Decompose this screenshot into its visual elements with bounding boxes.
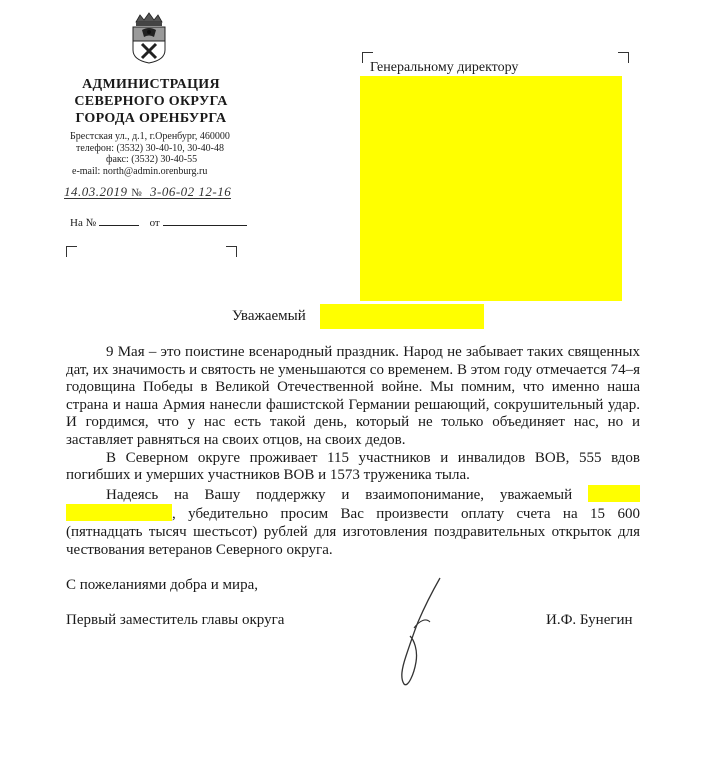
handwritten-number: 3-06-02 12-16 — [150, 184, 232, 199]
contact-block — [70, 131, 230, 177]
postal-address: Брестская ул., д.1, г.Оренбург, 460000 — [70, 131, 230, 142]
ref-from: от — [149, 217, 160, 229]
number-label: № — [131, 187, 143, 199]
recipient-name-redaction-1 — [588, 485, 640, 502]
addressee-redaction — [360, 76, 622, 301]
paragraph-1: 9 Мая – это поистине всенародный праздник. Народ не забывает таких священных дат, их значимость и святость не уменьшаются со временем. В этом году отмечается 74–я годовщина Победы в Великой Отечественной войне. Мы помним, что именно наша страна и наша Армия нанесли фашистской Германии решающий, сокрушительный удар. И гордимся, что у нас есть такой день, который не только объединяет нас, но и заставляет равняться на своих отцов, на своих дедов. — [66, 344, 640, 448]
salutation-text: Уважаемый — [232, 308, 306, 324]
org-line-2: СЕВЕРНОГО ОКРУГА — [74, 94, 228, 109]
recipient-name-redaction-2 — [66, 504, 172, 521]
addressee-title: Генеральному директору — [370, 60, 519, 75]
bracket-addressee-right — [618, 52, 629, 63]
fax-number: факс: (3532) 30-40-55 — [106, 154, 198, 165]
organization-name — [60, 76, 242, 127]
handwritten-date: 14.03.2019 — [64, 184, 128, 199]
coat-of-arms-icon — [128, 12, 170, 64]
paragraph-3 — [66, 485, 640, 559]
bracket-left-top — [66, 246, 77, 257]
signer-position: Первый заместитель главы округа — [66, 612, 285, 628]
paragraph-3-start: Надеясь на Вашу поддержку и взаимопонимание, уважаемый — [106, 486, 573, 503]
paragraph-3-end: , убедительно просим Вас произвести оплату счета на 15 600 (пятнадцать тысяч шестьсот) рублей для изготовления поздравительных открыток для чествования ветеранов Северного округа. — [66, 506, 640, 558]
signer-name: И.Ф. Бунегин — [546, 612, 633, 628]
closing-line: С пожеланиями добра и мира, — [66, 577, 258, 593]
signature-icon — [384, 574, 454, 694]
salutation — [232, 308, 306, 325]
org-line-3: ГОРОДА ОРЕНБУРГА — [75, 111, 227, 126]
paragraph-2: В Северном округе проживает 115 участников и инвалидов ВОВ, 555 вдов погибших и умерших участников ВОВ и 1573 труженика тыла. — [66, 449, 640, 484]
outgoing-date-number — [64, 184, 231, 200]
bracket-left-top-right — [226, 246, 237, 257]
email-address: e-mail: north@admin.orenburg.ru — [72, 165, 208, 177]
phone-number: телефон: (3532) 30-40-10, 30-40-48 — [76, 142, 224, 154]
ref-prefix: На № — [70, 217, 97, 229]
salutation-name-redaction — [320, 304, 484, 329]
reference-row — [70, 215, 247, 229]
letter-body — [66, 344, 640, 559]
org-line-1: АДМИНИСТРАЦИЯ — [82, 77, 220, 92]
